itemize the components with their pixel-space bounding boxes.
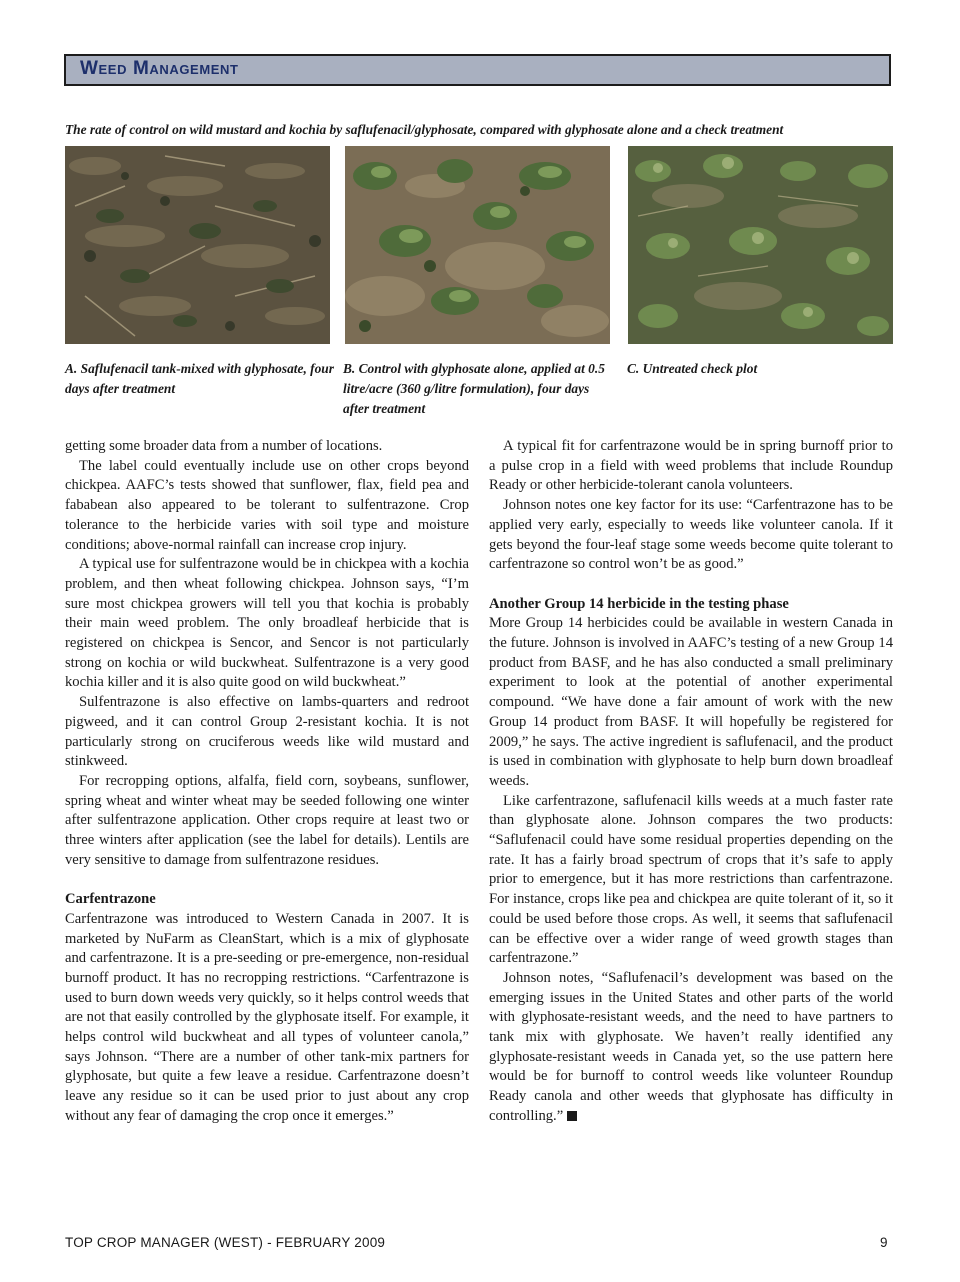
panel-caption-a: A. Saflufenacil tank-mixed with glyphosate, four days after treatment bbox=[65, 361, 334, 396]
footer-publication: TOP CROP MANAGER (WEST) - FEBRUARY 2009 bbox=[65, 1235, 386, 1250]
paragraph: A typical fit for carfentrazone would be in spring burnoff prior to a pulse crop in a field with weed problems that include Roundup Ready or other herbicide-tolerant canola volunteers. bbox=[489, 438, 893, 494]
photo-saflufenacil-plot bbox=[65, 146, 330, 344]
page-number: 9 bbox=[880, 1235, 888, 1250]
paragraph: For recropping options, alfalfa, field corn, soybeans, sunflower, spring wheat and winter wheat may be seeded following one winter after sulfentrazone application. Other crops require at least two or three winters after application (see the label for details). Lentils are very sensitive to damage from sulfentrazone residues. bbox=[65, 772, 469, 868]
panel-caption-b: B. Control with glyphosate alone, applied at 0.5 litre/acre (360 g/litre formulation), four days after treatment bbox=[343, 361, 605, 416]
subheading-carfentrazone: Carfentrazone bbox=[65, 891, 156, 908]
article-column-left bbox=[65, 437, 469, 1127]
photo-untreated-plot bbox=[628, 146, 893, 344]
article-column-right bbox=[489, 437, 893, 1127]
paragraph-text: Johnson notes, “Saflufenacil’s development was based on the emerging issues in the United States and other parts of the world with glyphosate-resistant weeds, and the need to have partners to tank mix with glyphosate. We haven’t really identified any glyphosate-resistant weeds in Canada yet, so the use pattern here would be for burnoff to control weeds like volunteer Roundup Ready canola and other weeds that glyphosate has difficulty in controlling.” bbox=[489, 969, 893, 1124]
figure-caption: The rate of control on wild mustard and kochia by saflufenacil/glyphosate, compared with glyphosate alone and a check treatment bbox=[65, 122, 784, 137]
paragraph: A typical use for sulfentrazone would be in chickpea with a kochia problem, and then wheat following chickpea. Johnson says, “I’m sure most chickpea growers will tell you that kochia is probably their main weed problem. The only broadleaf herbicide that is registered on chickpea is Sencor, and Sencor is not particularly strong on kochia or wild buckwheat. Sulfentrazone is a very good kochia killer and it is also quite good on wild buckwheat.” bbox=[65, 556, 469, 691]
paragraph: getting some broader data from a number of locations. bbox=[65, 438, 383, 454]
section-title: Weed Management bbox=[80, 58, 239, 79]
paragraph-final bbox=[489, 969, 893, 1127]
paragraph: Johnson notes one key factor for its use: “Carfentrazone has to be applied very early, especially to weeds like volunteer canola. If it gets beyond the four-leaf stage some weeds become quite tolerant to carfentrazone so control won’t be as good.” bbox=[489, 497, 893, 573]
end-mark-icon bbox=[567, 1111, 577, 1121]
subheading-group14: Another Group 14 herbicide in the testing phase bbox=[489, 595, 789, 612]
paragraph: The label could eventually include use on other crops beyond chickpea. AAFC’s tests showed that sunflower, flax, field pea and fababean also appeared to be tolerant to sulfentrazone. Crop tolerance to the herbicide varies with soil type and moisture conditions; above-normal rainfall can increase crop injury. bbox=[65, 457, 469, 553]
panel-caption-c: C. Untreated check plot bbox=[627, 361, 758, 376]
paragraph: More Group 14 herbicides could be available in western Canada in the future. Johnson is involved in AAFC’s testing of a new Group 14 product from BASF, and he has also conducted a small preliminary experiment to look at the potential of another experimental compound. “We have done a fair amount of work with the new Group 14 product from BASF. It will hopefully be registered for 2009,” he says. The active ingredient is saflufenacil, and the product is used in combination with glyphosate to help burn down broadleaf weeds. bbox=[489, 615, 893, 789]
paragraph: Sulfentrazone is also effective on lambs-quarters and redroot pigweed, and it can control Group 2-resistant kochia. It is not particularly strong on cruciferous weeds like wild mustard and stinkweed. bbox=[65, 694, 469, 770]
paragraph: Like carfentrazone, saflufenacil kills weeds at a much faster rate than glyphosate alone. Johnson compares the two products: “Saflufenacil could have some residual properties depending on the rate. It has a fairly broad spectrum of crops that it’s safe to apply prior to emergence, but it has more restrictions than carfentrazone. For instance, crops like pea and chickpea are quite tolerant of it, so it could be used before those crops. As well, it seems that saflufenacil can be effective over a wider range of weed growth stages than carfentrazone.” bbox=[489, 792, 893, 967]
photo-glyphosate-plot bbox=[345, 146, 610, 344]
paragraph: Carfentrazone was introduced to Western Canada in 2007. It is marketed by NuFarm as CleanStart, which is a mix of glyphosate and carfentrazone. It is a pre-seeding or pre-emergence, non-residual burnoff product. It has no recropping restrictions. “Carfentrazone is used to burn down weeds very quickly, so it helps control weeds that are not that easily controlled by the glyphosate itself. For example, it helps control wild buckwheat and all types of volunteer canola,” says Johnson. “There are a number of other tank-mix partners for glyphosate, but quite a few leave a residue. Carfentrazone doesn’t leave any residue so it can be used prior to just about any crop without any fear of damaging the crop once it emerges.” bbox=[65, 910, 469, 1124]
section-banner bbox=[64, 54, 891, 86]
